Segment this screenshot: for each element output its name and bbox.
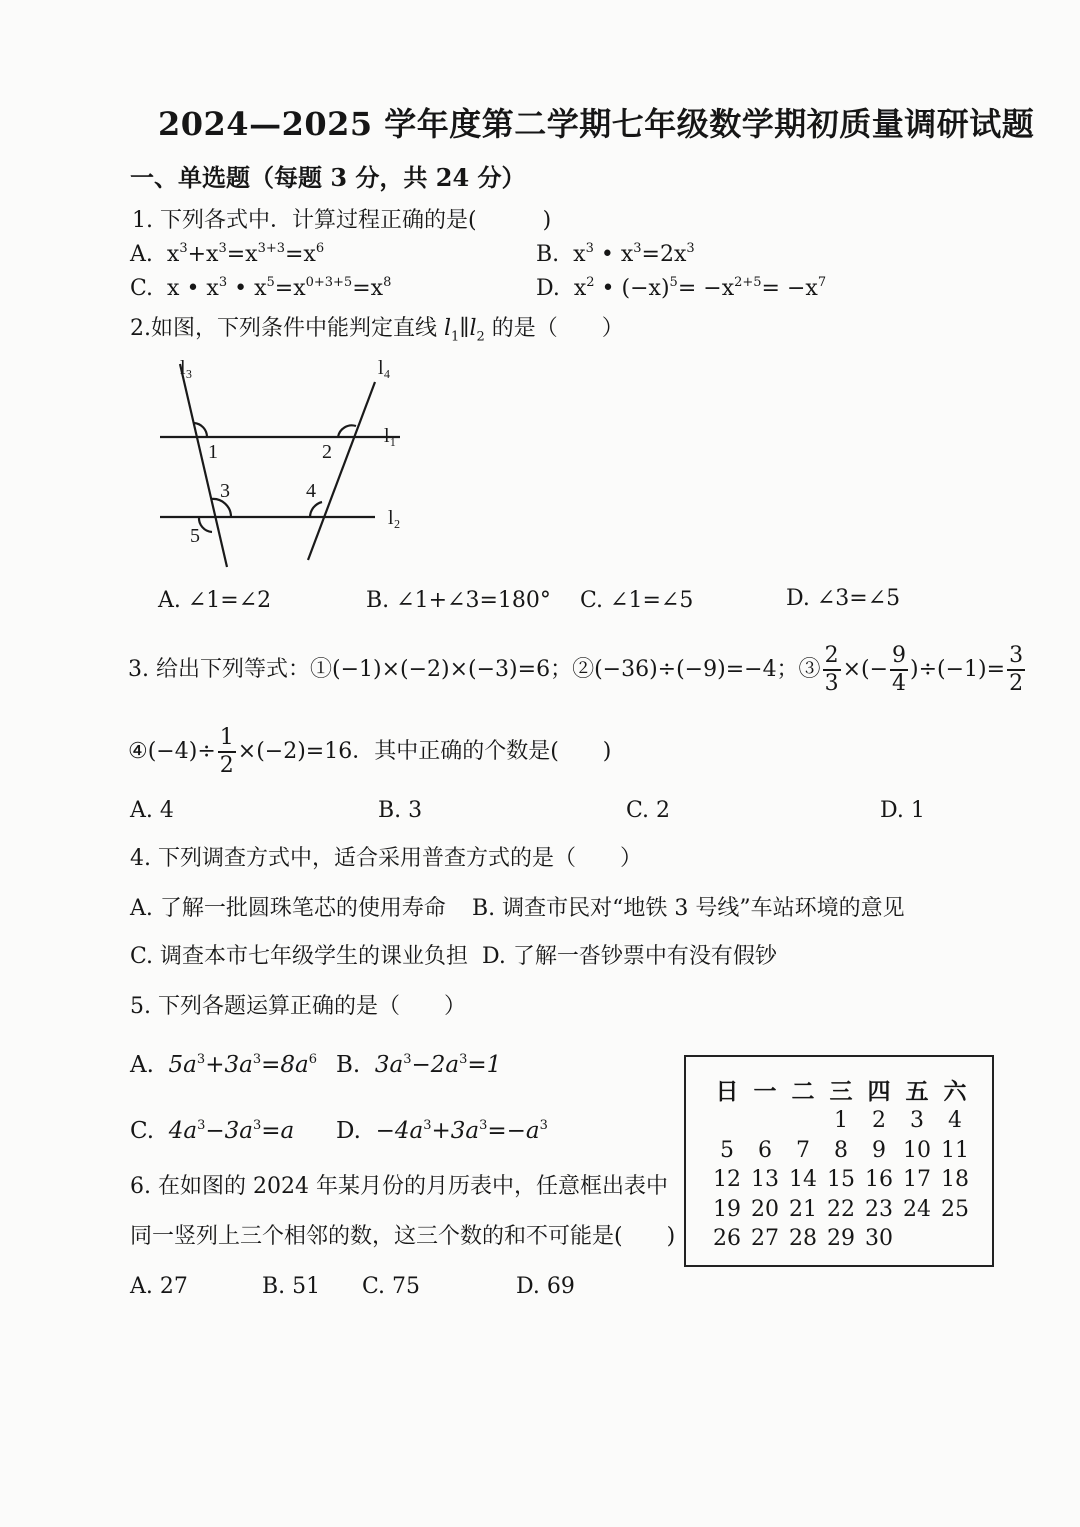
- calendar-day: 13: [751, 1167, 779, 1193]
- exam-title: 2024—2025 学年度第二学期七年级数学期初质量调研试题: [158, 105, 1035, 143]
- label-angle-3: 3: [220, 480, 230, 502]
- month-calendar: [684, 1055, 994, 1267]
- calendar-day: 12: [713, 1167, 741, 1193]
- calendar-day: 30: [865, 1226, 893, 1252]
- q4-option-b: B. 调查市民对“地铁 3 号线”车站环境的意见: [472, 896, 905, 921]
- weekday-fri: 五: [905, 1078, 929, 1105]
- calendar-day: 5: [720, 1137, 734, 1163]
- calendar-day: 6: [758, 1137, 772, 1163]
- fraction-3-2: $\frac{3}{2}$: [1009, 643, 1024, 696]
- q4-option-d: D. 了解一沓钞票中有没有假钞: [482, 944, 777, 969]
- q4-option-c: C. 调查本市七年级学生的课业负担: [130, 944, 469, 969]
- calendar-day: 27: [751, 1226, 779, 1252]
- label-l2: l₂: [388, 507, 401, 529]
- q3-line1: 3. 给出下列等式：①(−1)×(−2)×(−3)=6；②(−36)÷(−9)=−4；③ $\frac{2}{3}$ ×(− $\frac{9}{4}$ )÷(−1)= $\frac{3}{2}$: [128, 643, 1024, 696]
- calendar-day: 17: [903, 1167, 931, 1193]
- q6-option-a: A. 27: [130, 1274, 188, 1299]
- angle-4-arc: [310, 502, 322, 517]
- calendar-week-row: [708, 1165, 974, 1195]
- weekday-thu: 四: [867, 1078, 891, 1105]
- calendar-day: 24: [903, 1196, 931, 1222]
- calendar-day: 20: [751, 1196, 779, 1222]
- q2-option-c: C. ∠1=∠5: [580, 588, 694, 613]
- fraction-1-2: $\frac{1}{2}$: [219, 725, 234, 778]
- calendar-week-row: [708, 1136, 974, 1166]
- label-l1: l₁: [384, 425, 397, 447]
- q5-option-b: B. $3a^3-2a^3=1$: [336, 1052, 502, 1078]
- calendar-day: 14: [789, 1167, 817, 1193]
- angle-2-arc: [338, 425, 356, 437]
- label-l4: l₄: [378, 357, 391, 379]
- q3-option-c: C. 2: [626, 798, 671, 823]
- label-l3: l₃: [180, 357, 193, 379]
- q1-option-a: A. $x^3+x^3=x^{3+3}=x^6$: [130, 241, 325, 267]
- weekday-wed: 三: [829, 1078, 853, 1105]
- calendar-day: 10: [903, 1137, 931, 1163]
- q6-option-d: D. 69: [516, 1274, 575, 1299]
- q6-option-c: C. 75: [362, 1274, 421, 1299]
- q3-option-d: D. 1: [880, 798, 925, 823]
- parallel-lines-figure: [150, 352, 440, 577]
- q1-option-d: D. $x^2$ • $(-x)^5= -x^{2+5}= -x^7$: [536, 275, 827, 301]
- calendar-day: 23: [865, 1196, 893, 1222]
- calendar-day: 21: [789, 1196, 817, 1222]
- calendar-day: 22: [827, 1196, 855, 1222]
- calendar-day: [784, 1106, 822, 1136]
- q3-option-a: A. 4: [130, 798, 174, 823]
- calendar-day: 4: [948, 1108, 962, 1134]
- calendar-week-row: [708, 1106, 974, 1136]
- q2-option-a: A. ∠1=∠2: [158, 588, 272, 613]
- calendar-header-row: [708, 1073, 974, 1106]
- calendar-day: 28: [789, 1226, 817, 1252]
- q5-option-c: C. $4a^3-3a^3=a$: [130, 1118, 295, 1144]
- label-angle-2: 2: [322, 441, 332, 463]
- q3-line2: ④(−4)÷ $\frac{1}{2}$ ×(−2)=16．其中正确的个数是( ): [128, 725, 612, 778]
- label-angle-5: 5: [190, 525, 200, 547]
- calendar-day: [936, 1224, 974, 1254]
- q2-option-d: D. ∠3=∠5: [786, 586, 901, 611]
- q2-stem: 2.如图，下列条件中能判定直线 $l_1\parallel l_2$ 的是（ ）: [130, 316, 624, 345]
- q2-option-b: B. ∠1+∠3=180°: [366, 588, 551, 613]
- q5-option-d: D. $-4a^3+3a^3=-a^3$: [336, 1118, 548, 1144]
- calendar-day: 3: [910, 1108, 924, 1134]
- fraction-2-3: $\frac{2}{3}$: [824, 643, 839, 696]
- line-l4: [308, 382, 375, 560]
- calendar-day: 25: [941, 1196, 969, 1222]
- label-angle-4: 4: [306, 480, 316, 502]
- calendar-week-row: [708, 1195, 974, 1225]
- q1-stem: 1. 下列各式中．计算过程正确的是( ): [132, 208, 552, 233]
- section-heading: 一、单选题（每题 3 分，共 24 分）: [130, 163, 526, 192]
- label-angle-1: 1: [208, 441, 218, 463]
- weekday-mon: 一: [753, 1078, 777, 1105]
- line-l3: [180, 364, 227, 567]
- calendar-day: [898, 1224, 936, 1254]
- weekday-sat: 六: [943, 1078, 967, 1105]
- q5-stem: 5. 下列各题运算正确的是（ ）: [130, 994, 466, 1019]
- calendar-day: 11: [941, 1137, 969, 1163]
- calendar-day: 18: [941, 1167, 969, 1193]
- q6-stem-line1: 6. 在如图的 2024 年某月份的月历表中，任意框出表中: [130, 1174, 668, 1199]
- q3-option-b: B. 3: [378, 798, 423, 823]
- angle-5-arc: [199, 517, 212, 532]
- calendar-day: 8: [834, 1137, 848, 1163]
- calendar-week-row: [708, 1224, 974, 1254]
- calendar-day: [708, 1106, 746, 1136]
- fraction-9-4: $\frac{9}{4}$: [892, 643, 907, 696]
- calendar-day: 19: [713, 1196, 741, 1222]
- calendar-day: 16: [865, 1167, 893, 1193]
- calendar-day: [746, 1106, 784, 1136]
- calendar-day: 1: [834, 1108, 848, 1134]
- q1-option-c: C. x • $x^3$ • $x^5=x^{0+3+5}=x^8$: [130, 275, 392, 301]
- q5-option-a: A. $5a^3+3a^3=8a^6$: [130, 1052, 317, 1078]
- q6-stem-line2: 同一竖列上三个相邻的数，这三个数的和不可能是( ): [130, 1224, 676, 1249]
- weekday-sun: 日: [715, 1078, 739, 1105]
- calendar-table: [708, 1073, 974, 1254]
- calendar-day: 2: [872, 1108, 886, 1134]
- calendar-day: 15: [827, 1167, 855, 1193]
- q4-option-a: A. 了解一批圆珠笔芯的使用寿命: [130, 896, 446, 921]
- calendar-day: 9: [872, 1137, 886, 1163]
- q4-stem: 4. 下列调查方式中，适合采用普查方式的是（ ）: [130, 846, 642, 871]
- calendar-day: 29: [827, 1226, 855, 1252]
- q6-option-b: B. 51: [262, 1274, 321, 1299]
- calendar-day: 7: [796, 1137, 810, 1163]
- q1-option-b: B. $x^3$ • $x^3=2x^3$: [536, 241, 695, 267]
- weekday-tue: 二: [791, 1078, 815, 1105]
- calendar-day: 26: [713, 1226, 741, 1252]
